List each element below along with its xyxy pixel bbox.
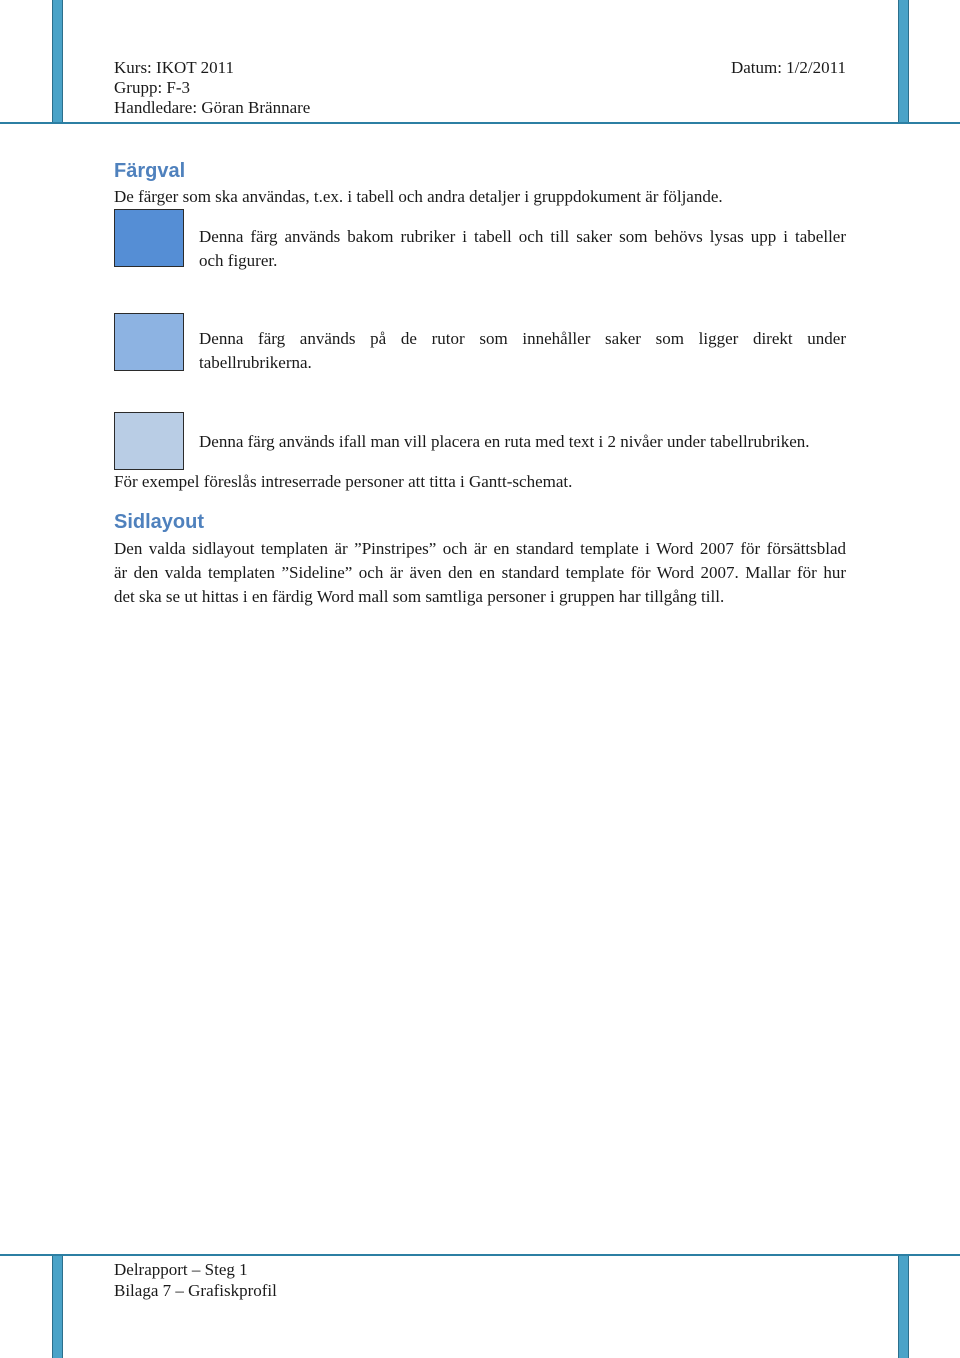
color-swatch-medium-blue	[114, 313, 184, 371]
swatch-3-description: Denna färg används ifall man vill placera en ruta med text i 2 nivåer under tabellrubriken.	[199, 432, 810, 451]
supervisor-label: Handledare: Göran Brännare	[114, 98, 311, 117]
sidlayout-heading: Sidlayout	[114, 511, 205, 533]
gantt-example-text: För exempel föreslås intreserrade personer att titta i Gantt-schemat.	[114, 472, 573, 491]
header-rule	[0, 122, 960, 124]
sidlayout-text-line1: Den valda sidlayout templaten är ”Pinstripes” och är en standard template i Word 2007 för försättsblad	[114, 539, 846, 558]
sidlayout-text-line2: är den valda templaten ”Sideline” och är även den en standard template för Word 2007. Mallar för hur	[114, 563, 846, 582]
swatch-2-description-line2: tabellrubrikerna.	[199, 353, 312, 372]
top-left-stripe	[52, 0, 63, 122]
course-label: Kurs: IKOT 2011	[114, 58, 234, 77]
color-swatch-light-blue	[114, 412, 184, 470]
fargval-intro: De färger som ska användas, t.ex. i tabell och andra detaljer i gruppdokument är följande.	[114, 187, 723, 206]
swatch-2-description-line1: Denna färg används på de rutor som innehåller saker som ligger direkt under	[199, 329, 846, 348]
bottom-left-stripe	[52, 1256, 63, 1358]
date-label: Datum: 1/2/2011	[730, 58, 846, 77]
footer-report-label: Delrapport – Steg 1	[114, 1260, 248, 1279]
footer-appendix-label: Bilaga 7 – Grafiskprofil	[114, 1281, 277, 1300]
swatch-1-description-line2: och figurer.	[199, 251, 278, 270]
fargval-heading: Färgval	[114, 160, 186, 182]
bottom-right-stripe	[898, 1256, 909, 1358]
top-right-stripe	[898, 0, 909, 122]
sidlayout-text-line3: det ska se ut hittas i en färdig Word mall som samtliga personer i gruppen har tillgång till.	[114, 587, 725, 606]
color-swatch-dark-blue	[114, 209, 184, 267]
footer-rule	[0, 1254, 960, 1256]
swatch-1-description-line1: Denna färg används bakom rubriker i tabell och till saker som behövs lysas upp i tabeller	[199, 227, 846, 246]
group-label: Grupp: F-3	[114, 78, 191, 97]
